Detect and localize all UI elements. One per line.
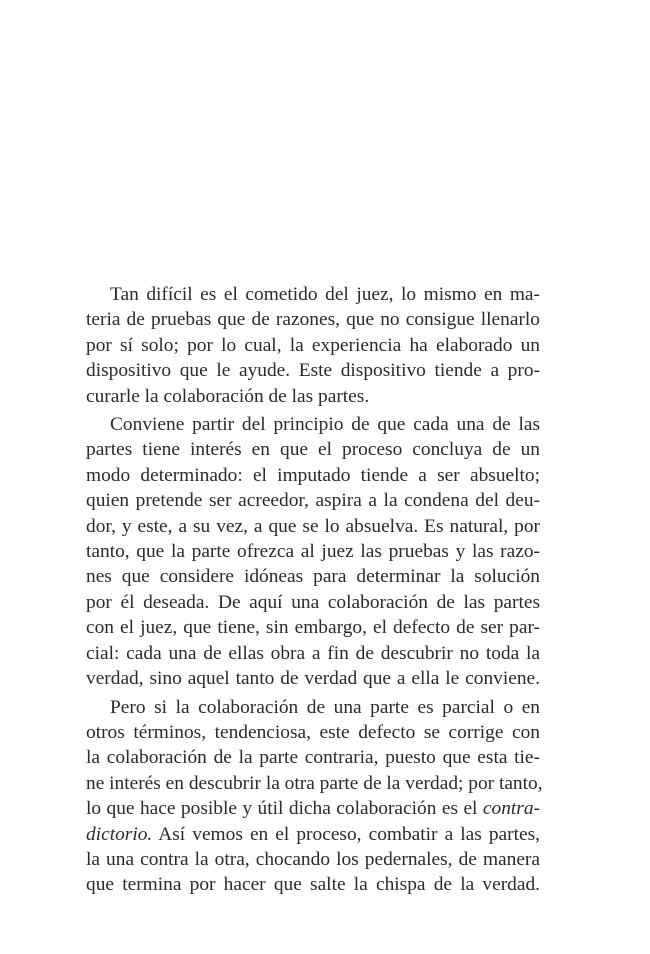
text-line: por sí solo; por lo cual, la experiencia ha elaborado un xyxy=(86,334,540,356)
text-fragment: lo que hace posible y útil dicha colaboración es el xyxy=(86,798,478,820)
text-line xyxy=(86,822,540,847)
body-text xyxy=(86,282,543,898)
text-line: Pero si la colaboración de una parte es parcial o en xyxy=(110,696,540,718)
text-line: dor, y este, a su vez, a que se lo absuelva. Es natural, por xyxy=(86,515,540,537)
text-line: ne interés en descubrir la otra parte de la verdad; por tanto, xyxy=(86,772,543,794)
text-line: con el juez, que tiene, sin embargo, el defecto de ser par- xyxy=(86,617,540,639)
text-line: la una contra la otra, chocando los pedernales, de manera xyxy=(86,848,540,870)
text-line: cial: cada una de ellas obra a fin de descubrir no toda la xyxy=(86,642,540,664)
text-line xyxy=(86,796,540,821)
text-line: la colaboración de la parte contraria, puesto que esta tie- xyxy=(86,747,540,769)
text-line: que termina por hacer que salte la chispa de la verdad. xyxy=(86,874,540,896)
text-line: por él deseada. De aquí una colaboración de las partes xyxy=(86,591,540,613)
text-line: teria de pruebas que de razones, que no consigue llenarlo xyxy=(86,309,540,331)
text-fragment: Así vemos en el proceso, combatir a las partes, xyxy=(158,823,540,845)
text-line: Tan difícil es el cometido del juez, lo mismo en ma- xyxy=(110,284,540,305)
text-line: curarle la colaboración de las partes. xyxy=(86,385,370,407)
italic-term: dictorio. xyxy=(86,823,153,845)
italic-term: contra- xyxy=(482,798,540,820)
text-line: verdad, sino aquel tanto de verdad que a ella le conviene. xyxy=(86,668,540,690)
text-line: nes que considere idóneas para determinar la solución xyxy=(86,566,540,588)
text-line: dispositivo que le ayude. Este dispositivo tiende a pro- xyxy=(86,360,540,382)
text-line: otros términos, tendenciosa, este defecto se corrige con xyxy=(86,721,540,743)
text-line: Conviene partir del principio de que cada una de las xyxy=(110,414,540,436)
text-line: partes tiene interés en que el proceso concluya de un xyxy=(86,439,540,461)
text-line: quien pretende ser acreedor, aspira a la condena del deu- xyxy=(86,490,540,512)
text-line: modo determinado: el imputado tiende a ser absuelto; xyxy=(86,464,540,486)
text-line: tanto, que la parte ofrezca al juez las pruebas y las razo- xyxy=(86,541,540,563)
